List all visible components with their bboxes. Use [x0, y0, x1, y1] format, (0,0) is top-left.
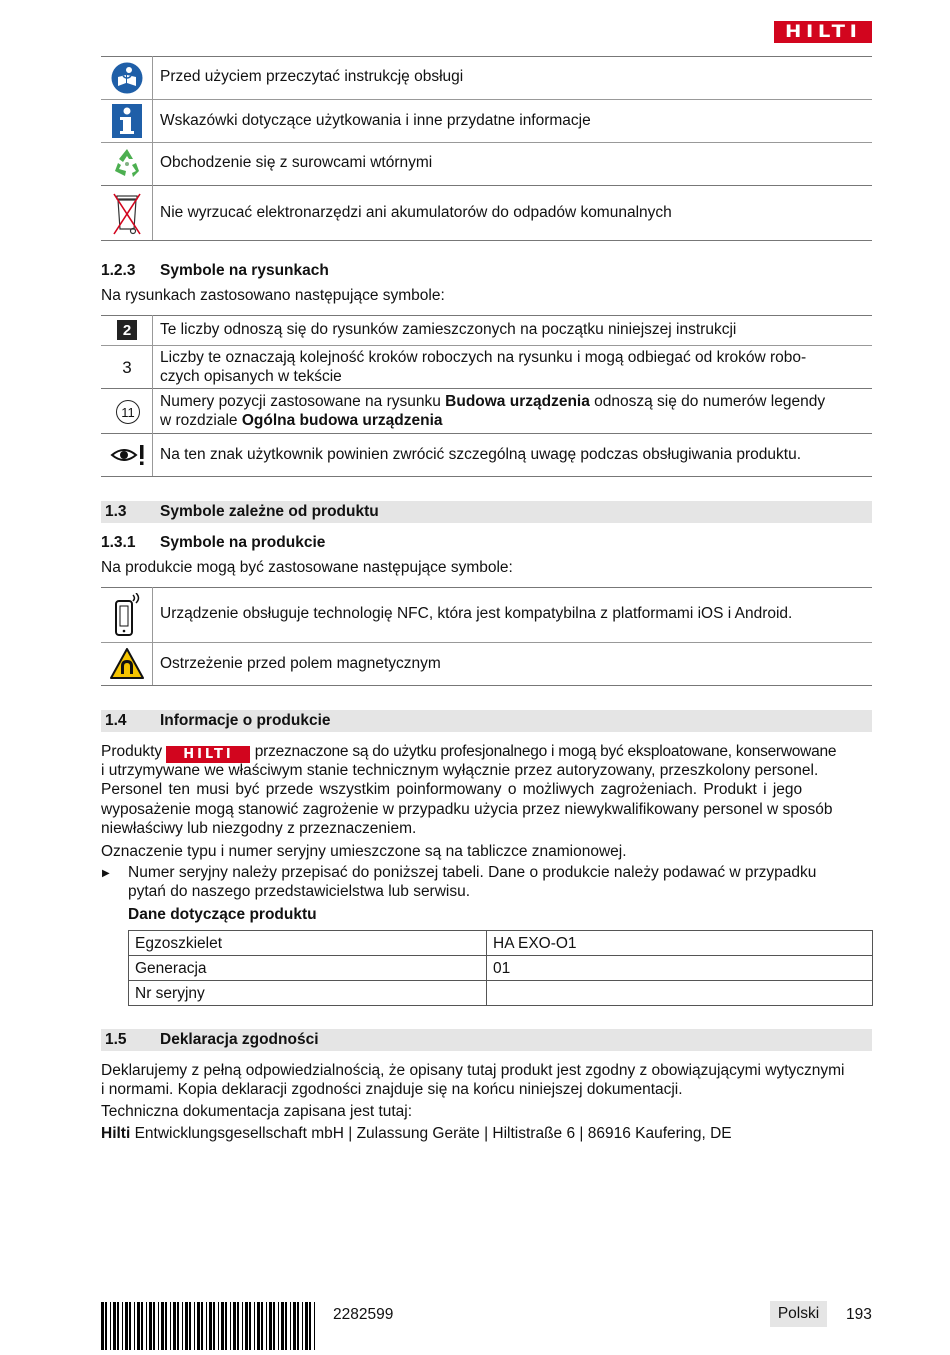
- table-row: [129, 981, 873, 1006]
- section-intro: Na produkcie mogą być zastosowane następujące symbole:: [101, 559, 513, 576]
- table-rule: [101, 185, 872, 186]
- manual-reader-icon: [110, 61, 144, 95]
- barcode-bar: [101, 1302, 104, 1350]
- product-info-line: Personel ten musi być przede wszystkim poinformowany o możliwych zagrożeniach. Produkt i jego: [101, 781, 803, 798]
- barcode-bar: [185, 1302, 188, 1350]
- barcode-bar: [221, 1302, 224, 1350]
- barcode-bar: [249, 1302, 251, 1350]
- text-fragment: Produkty: [101, 743, 163, 760]
- table-rule: [101, 388, 872, 389]
- hilti-logo: HILTI: [774, 21, 872, 43]
- hilti-inline-logo: HILTI: [166, 746, 250, 763]
- barcode-bar: [134, 1302, 135, 1350]
- table-row: [129, 931, 873, 956]
- eye-warning-icon: [110, 441, 146, 469]
- step-number-symbol: 3: [122, 357, 132, 377]
- barcode-bar: [293, 1302, 296, 1350]
- table-rule: [101, 345, 872, 346]
- barcode-bar: [242, 1302, 243, 1350]
- position-number-symbol: 11: [116, 400, 140, 424]
- table-rule: [101, 476, 872, 477]
- address-line: Hilti Entwicklungsgesellschaft mbH | Zulassung Geräte | Hiltistraße 6 | 86916 Kaufering, DE: [101, 1125, 732, 1142]
- barcode-bar: [173, 1302, 176, 1350]
- table-rule: [101, 685, 872, 686]
- table-divider: [152, 587, 153, 685]
- table-rule: [101, 142, 872, 143]
- barcode-bar: [110, 1302, 111, 1350]
- table-cell-label: Generacja: [129, 956, 487, 981]
- declaration-line: Techniczna dokumentacja zapisana jest tutaj:: [101, 1103, 413, 1120]
- barcode-bar: [254, 1302, 255, 1350]
- barcode-bar: [158, 1302, 159, 1350]
- barcode-bar: [149, 1302, 152, 1350]
- symbol-description: Obchodzenie się z surowcami wtórnymi: [160, 154, 433, 171]
- barcode-bar: [197, 1302, 200, 1350]
- barcode-bar: [117, 1302, 119, 1350]
- table-cell-value: HA EXO-O1: [487, 931, 873, 956]
- table-rule: [101, 433, 872, 434]
- symbol-description: Nie wyrzucać elektronarzędzi ani akumulatorów do odpadów komunalnych: [160, 204, 672, 221]
- symbol-description: Urządzenie obsługuje technologię NFC, która jest kompatybilna z platformami iOS i Android.: [160, 605, 793, 622]
- text-fragment: przeznaczone są do użytku profesjonalnego i mogą być eksploatowane, konserwowane: [254, 743, 837, 760]
- barcode-bar: [170, 1302, 171, 1350]
- symbol-description: Wskazówki dotyczące użytkowania i inne przydatne informacje: [160, 112, 591, 129]
- symbol-description: Ostrzeżenie przed polem magnetycznym: [160, 655, 441, 672]
- table-rule: [101, 56, 872, 57]
- declaration-line: i normami. Kopia deklaracji zgodności znajduje się na końcu niniejszej dokumentacji.: [101, 1081, 683, 1098]
- product-info-line: [101, 742, 872, 763]
- figure-number-symbol: 2: [117, 320, 137, 340]
- text-line: Numer seryjny należy przepisać do poniższej tabeli. Dane o produkcie należy podawać w przypadku: [128, 864, 817, 881]
- barcode-bar: [278, 1302, 279, 1350]
- product-info-line: niewłaściwy lub niezgodny z przeznaczeniem.: [101, 820, 417, 837]
- barcode-bar: [213, 1302, 215, 1350]
- table-cell-label: Egzoszkielet: [129, 931, 487, 956]
- barcode-bar: [194, 1302, 195, 1350]
- text-line: czych opisanych w tekście: [160, 368, 342, 385]
- barcode-bar: [269, 1302, 272, 1350]
- section-intro: Na rysunkach zastosowano następujące symbole:: [101, 287, 445, 304]
- info-icon: [111, 103, 143, 139]
- section-heading-1-4: 1.4 Informacje o produkcie: [101, 710, 872, 732]
- table-cell-value: 01: [487, 956, 873, 981]
- symbol-description: [160, 348, 865, 386]
- barcode-bar: [125, 1302, 128, 1350]
- table-divider: [152, 56, 153, 240]
- barcode-bar: [218, 1302, 219, 1350]
- barcode-bar: [201, 1302, 203, 1350]
- table-rule: [101, 315, 872, 316]
- barcode-bar: [153, 1302, 155, 1350]
- product-data-table: [128, 930, 873, 1006]
- symbol-description: Te liczby odnoszą się do rysunków zamieszczonych na początku niniejszej instrukcji: [160, 321, 737, 338]
- barcode-bar: [177, 1302, 179, 1350]
- table-rule: [101, 240, 872, 241]
- barcode-bar: [237, 1302, 239, 1350]
- table-rule: [101, 587, 872, 588]
- text-line: w rozdziale Ogólna budowa urządzenia: [160, 412, 443, 429]
- table-row: [129, 956, 873, 981]
- barcode-bar: [297, 1302, 299, 1350]
- section-heading-1-5: 1.5 Deklaracja zgodności: [101, 1029, 872, 1051]
- barcode-bar: [129, 1302, 131, 1350]
- table-rule: [101, 99, 872, 100]
- barcode: [101, 1302, 319, 1350]
- barcode-bar: [290, 1302, 291, 1350]
- barcode-bar: [146, 1302, 147, 1350]
- barcode-bar: [314, 1302, 315, 1350]
- barcode-bar: [273, 1302, 275, 1350]
- product-info-line: i utrzymywane we właściwym stanie technicznym wyłącznie przez autoryzowany, przeszkolony personel.: [101, 762, 819, 779]
- barcode-bar: [182, 1302, 183, 1350]
- barcode-bar: [309, 1302, 311, 1350]
- table-rule: [101, 642, 872, 643]
- barcode-bar: [230, 1302, 231, 1350]
- crossed-bin-icon: [110, 188, 144, 238]
- bullet-text: [128, 863, 873, 901]
- barcode-bar: [225, 1302, 227, 1350]
- magnet-warning-icon: [110, 647, 144, 680]
- text-line: pytań do naszego przedstawicielstwa lub serwisu.: [128, 883, 471, 900]
- page-number: 193: [846, 1306, 872, 1323]
- recycle-icon: [109, 145, 145, 181]
- barcode-bar: [261, 1302, 263, 1350]
- declaration-line: Deklarujemy z pełną odpowiedzialnością, że opisany tutaj produkt jest zgodny z obowiązującymi wytycznymi: [101, 1062, 845, 1079]
- barcode-bar: [305, 1302, 308, 1350]
- barcode-bar: [189, 1302, 191, 1350]
- symbol-description: [160, 392, 865, 430]
- barcode-bar: [257, 1302, 260, 1350]
- barcode-bar: [161, 1302, 164, 1350]
- product-info-line: wyposażenie mogą stanowić zagrożenie w przypadku użycia przez niewykwalifikowany personel w sposób: [101, 801, 833, 818]
- barcode-bar: [105, 1302, 107, 1350]
- text-line: Liczby te oznaczają kolejność kroków roboczych na rysunku i mogą odbiegać od kroków robo-: [160, 349, 807, 366]
- section-heading-1-3: 1.3 Symbole zależne od produktu: [101, 501, 872, 523]
- language-badge: Polski: [770, 1301, 827, 1327]
- barcode-bar: [266, 1302, 267, 1350]
- barcode-bar: [281, 1302, 284, 1350]
- barcode-bar: [113, 1302, 116, 1350]
- table-cell-label: Nr seryjny: [129, 981, 487, 1006]
- product-table-title: Dane dotyczące produktu: [128, 906, 317, 923]
- symbol-description: Przed użyciem przeczytać instrukcję obsługi: [160, 68, 464, 85]
- barcode-bar: [233, 1302, 236, 1350]
- bullet-arrow-icon: ▶: [102, 868, 110, 879]
- barcode-bar: [141, 1302, 143, 1350]
- section-heading-1-3-1: 1.3.1 Symbole na produkcie: [101, 534, 326, 551]
- barcode-bar: [302, 1302, 303, 1350]
- barcode-bar: [285, 1302, 287, 1350]
- barcode-bar: [122, 1302, 123, 1350]
- barcode-bar: [245, 1302, 248, 1350]
- symbol-description: Na ten znak użytkownik powinien zwrócić szczególną uwagę podczas obsługiwania produktu.: [160, 446, 802, 463]
- text-line: Numery pozycji zastosowane na rysunku Budowa urządzenia odnoszą się do numerów legendy: [160, 393, 826, 410]
- barcode-bar: [137, 1302, 140, 1350]
- nfc-phone-icon: [110, 592, 144, 638]
- document-number: 2282599: [333, 1306, 394, 1323]
- section-heading-1-2-3: 1.2.3 Symbole na rysunkach: [101, 262, 329, 279]
- product-info-line: Oznaczenie typu i numer seryjny umieszczone są na tabliczce znamionowej.: [101, 843, 627, 860]
- barcode-bar: [206, 1302, 207, 1350]
- table-divider: [152, 315, 153, 476]
- barcode-bar: [165, 1302, 167, 1350]
- barcode-bar: [209, 1302, 212, 1350]
- table-cell-value[interactable]: [487, 981, 873, 1006]
